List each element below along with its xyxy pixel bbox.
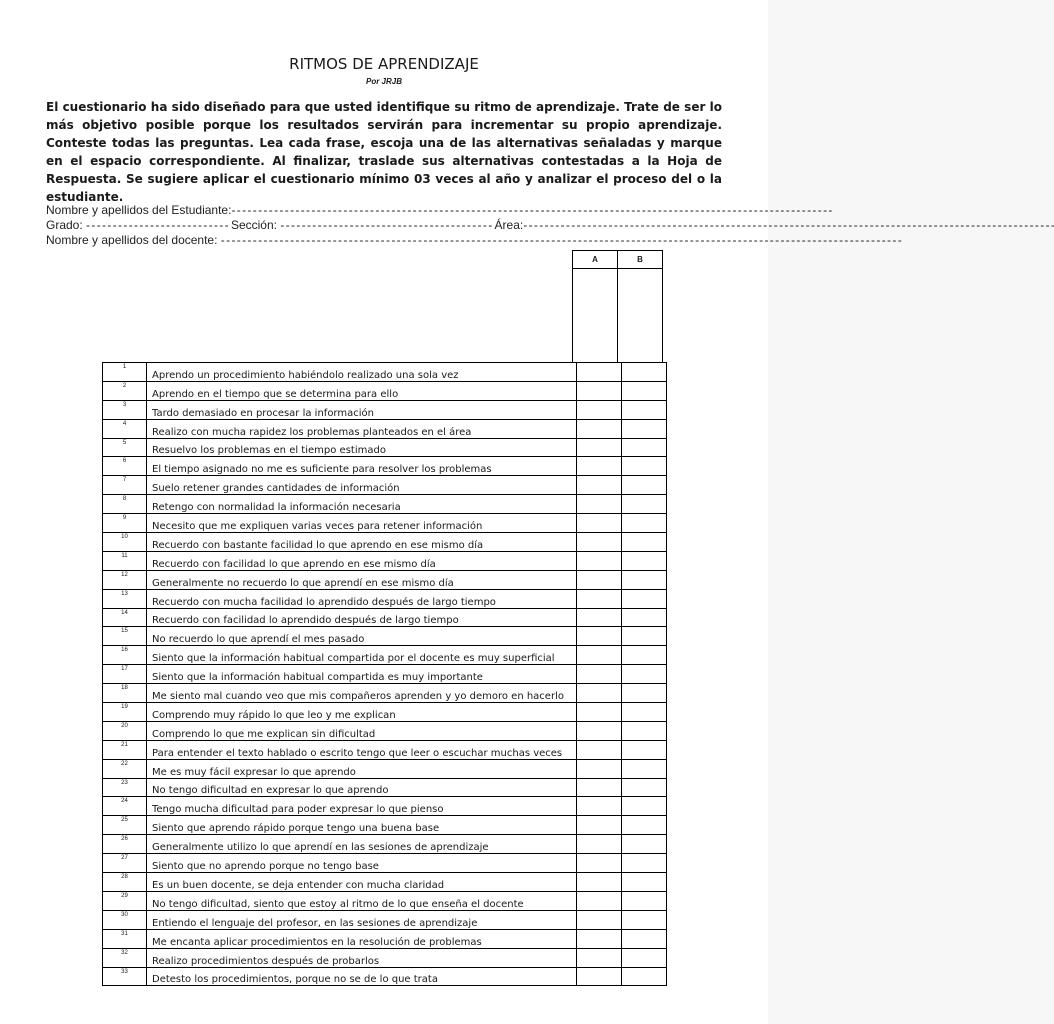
question-row xyxy=(103,797,667,816)
answer-a-cell[interactable] xyxy=(577,665,622,684)
answer-b-cell[interactable] xyxy=(622,570,667,589)
question-number: 16 xyxy=(103,646,147,665)
question-number: 3 xyxy=(103,400,147,419)
answer-a-cell[interactable] xyxy=(577,703,622,722)
question-text: Siento que la información habitual compartida por el docente es muy superficial xyxy=(147,646,577,665)
answer-b-cell[interactable] xyxy=(622,797,667,816)
answer-a-cell[interactable] xyxy=(577,570,622,589)
question-number: 22 xyxy=(103,759,147,778)
answer-b-cell[interactable] xyxy=(622,835,667,854)
question-text: Retengo con normalidad la información necesaria xyxy=(147,495,577,514)
question-number: 31 xyxy=(103,929,147,948)
area-label: Área: xyxy=(494,218,524,232)
question-row xyxy=(103,570,667,589)
question-text: Realizo procedimientos después de probarlos xyxy=(147,948,577,967)
question-text: Recuerdo con facilidad lo aprendido después de largo tiempo xyxy=(147,608,577,627)
questions-table xyxy=(102,362,667,986)
answer-a-cell[interactable] xyxy=(577,627,622,646)
question-number: 6 xyxy=(103,457,147,476)
question-text: Comprendo lo que me explican sin dificultad xyxy=(147,721,577,740)
answer-a-cell[interactable] xyxy=(577,891,622,910)
question-number: 5 xyxy=(103,438,147,457)
question-number: 9 xyxy=(103,514,147,533)
question-text: Generalmente no recuerdo lo que aprendí en ese mismo día xyxy=(147,570,577,589)
answer-b-cell[interactable] xyxy=(622,873,667,892)
grade-line: - - - - - - - - - - - - - - - - - - - - - - - - - - - xyxy=(86,218,228,232)
answer-a-cell[interactable] xyxy=(577,363,622,382)
question-number: 32 xyxy=(103,948,147,967)
student-name-field[interactable] xyxy=(46,203,832,217)
question-text: Aprendo un procedimiento habiéndolo realizado una sola vez xyxy=(147,363,577,382)
answer-a-cell[interactable] xyxy=(577,835,622,854)
document-title: RITMOS DE APRENDIZAJE xyxy=(289,55,479,73)
question-number: 15 xyxy=(103,627,147,646)
question-text: No tengo dificultad, siento que estoy al ritmo de lo que enseña el docente xyxy=(147,891,577,910)
question-number: 25 xyxy=(103,816,147,835)
question-number: 17 xyxy=(103,665,147,684)
question-number: 24 xyxy=(103,797,147,816)
question-text: Generalmente utilizo lo que aprendí en las sesiones de aprendizaje xyxy=(147,835,577,854)
question-number: 18 xyxy=(103,684,147,703)
answer-b-cell[interactable] xyxy=(622,438,667,457)
answer-a-cell[interactable] xyxy=(577,684,622,703)
answer-b-cell[interactable] xyxy=(622,646,667,665)
answer-a-cell[interactable] xyxy=(577,533,622,552)
grade-label: Grado: xyxy=(46,218,83,232)
answer-a-cell[interactable] xyxy=(577,778,622,797)
answer-a-cell[interactable] xyxy=(577,967,622,986)
question-row xyxy=(103,646,667,665)
answer-a-cell[interactable] xyxy=(577,929,622,948)
answer-a-cell[interactable] xyxy=(577,457,622,476)
answer-b-cell[interactable] xyxy=(622,551,667,570)
question-text: Detesto los procedimientos, porque no se de lo que trata xyxy=(147,967,577,986)
question-row xyxy=(103,589,667,608)
question-row xyxy=(103,967,667,986)
answer-a-cell[interactable] xyxy=(577,910,622,929)
answer-b-cell[interactable] xyxy=(622,400,667,419)
question-row xyxy=(103,778,667,797)
question-text: Es un buen docente, se deja entender con mucha claridad xyxy=(147,873,577,892)
question-number: 11 xyxy=(103,551,147,570)
teacher-name-label: Nombre y apellidos del docente: xyxy=(46,233,218,247)
question-row xyxy=(103,948,667,967)
question-row xyxy=(103,457,667,476)
instructions-paragraph: El cuestionario ha sido diseñado para que usted identifique su ritmo de aprendizaje. Trate de ser lo más objetivo posible porque los resultados servirán para incrementar su propio aprendizaje. Conteste todas las preguntas. Lea cada frase, escoja una de las alternativas señaladas y marque en el espacio correspondiente. Al finalizar, traslade sus alternativas contestadas a la Hoja de Respuesta. Se sugiere aplicar el cuestionario mínimo 03 veces al año y analizar el proceso del o la estudiante. xyxy=(46,100,722,204)
column-b-header: B xyxy=(618,251,663,269)
answer-b-cell[interactable] xyxy=(622,495,667,514)
answer-b-cell[interactable] xyxy=(622,589,667,608)
question-text: Tardo demasiado en procesar la información xyxy=(147,400,577,419)
question-row xyxy=(103,835,667,854)
answer-b-cell[interactable] xyxy=(622,740,667,759)
answer-a-cell[interactable] xyxy=(577,646,622,665)
answer-b-cell[interactable] xyxy=(622,514,667,533)
student-name-label: Nombre y apellidos del Estudiante: xyxy=(46,203,232,217)
question-row xyxy=(103,627,667,646)
question-number: 12 xyxy=(103,570,147,589)
question-number: 19 xyxy=(103,703,147,722)
answer-b-cell[interactable] xyxy=(622,778,667,797)
answer-b-cell[interactable] xyxy=(622,910,667,929)
document-subtitle: Por JRJB xyxy=(365,77,402,86)
question-row xyxy=(103,495,667,514)
answer-a-cell[interactable] xyxy=(577,419,622,438)
question-row xyxy=(103,816,667,835)
column-a-space xyxy=(573,269,618,363)
question-text: Entiendo el lenguaje del profesor, en las sesiones de aprendizaje xyxy=(147,910,577,929)
question-number: 26 xyxy=(103,835,147,854)
question-text: Tengo mucha dificultad para poder expresar lo que pienso xyxy=(147,797,577,816)
answer-b-cell[interactable] xyxy=(622,419,667,438)
question-row xyxy=(103,721,667,740)
question-number: 2 xyxy=(103,381,147,400)
question-row xyxy=(103,381,667,400)
answer-a-cell[interactable] xyxy=(577,589,622,608)
answer-a-cell[interactable] xyxy=(577,948,622,967)
answer-b-cell[interactable] xyxy=(622,533,667,552)
answer-a-cell[interactable] xyxy=(577,608,622,627)
question-number: 23 xyxy=(103,778,147,797)
question-number: 7 xyxy=(103,476,147,495)
question-row xyxy=(103,476,667,495)
answer-b-cell[interactable] xyxy=(622,665,667,684)
answer-a-cell[interactable] xyxy=(577,514,622,533)
question-number: 20 xyxy=(103,721,147,740)
question-row xyxy=(103,684,667,703)
question-text: Me encanta aplicar procedimientos en la resolución de problemas xyxy=(147,929,577,948)
question-row xyxy=(103,608,667,627)
column-b-space xyxy=(618,269,663,363)
answer-b-cell[interactable] xyxy=(622,627,667,646)
answer-a-cell[interactable] xyxy=(577,381,622,400)
section-label: Sección: xyxy=(230,218,277,232)
column-a-header: A xyxy=(573,251,618,269)
question-text: Aprendo en el tiempo que se determina para ello xyxy=(147,381,577,400)
question-row xyxy=(103,873,667,892)
question-text: Siento que aprendo rápido porque tengo una buena base xyxy=(147,816,577,835)
question-number: 8 xyxy=(103,495,147,514)
question-row xyxy=(103,514,667,533)
answer-a-cell[interactable] xyxy=(577,759,622,778)
question-text: Recuerdo con mucha facilidad lo aprendido después de largo tiempo xyxy=(147,589,577,608)
answer-b-cell[interactable] xyxy=(622,684,667,703)
answer-b-cell[interactable] xyxy=(622,381,667,400)
question-number: 21 xyxy=(103,740,147,759)
answer-a-cell[interactable] xyxy=(577,476,622,495)
answer-a-cell[interactable] xyxy=(577,740,622,759)
answer-column-header xyxy=(572,250,663,363)
answer-b-cell[interactable] xyxy=(622,929,667,948)
answer-b-cell[interactable] xyxy=(622,854,667,873)
answer-a-cell[interactable] xyxy=(577,438,622,457)
question-row xyxy=(103,419,667,438)
question-text: Realizo con mucha rapidez los problemas planteados en el área xyxy=(147,419,577,438)
answer-a-cell[interactable] xyxy=(577,854,622,873)
question-text: Suelo retener grandes cantidades de información xyxy=(147,476,577,495)
question-text: Siento que la información habitual compartida es muy importante xyxy=(147,665,577,684)
question-number: 33 xyxy=(103,967,147,986)
answer-a-cell[interactable] xyxy=(577,873,622,892)
answer-b-cell[interactable] xyxy=(622,363,667,382)
question-text: Resuelvo los problemas en el tiempo estimado xyxy=(147,438,577,457)
question-text: No tengo dificultad en expresar lo que aprendo xyxy=(147,778,577,797)
question-text: Recuerdo con facilidad lo que aprendo en ese mismo día xyxy=(147,551,577,570)
question-row xyxy=(103,363,667,382)
question-row xyxy=(103,759,667,778)
question-text: No recuerdo lo que aprendí el mes pasado xyxy=(147,627,577,646)
question-text: Comprendo muy rápido lo que leo y me explican xyxy=(147,703,577,722)
question-row xyxy=(103,891,667,910)
question-number: 27 xyxy=(103,854,147,873)
question-number: 28 xyxy=(103,873,147,892)
student-name-line: - - - - - - - - - - - - - - - - - - - - - - - - - - - - - - - - - - - - - - - - - - - - - - - - - - - - - - - - - - - - - - - - - - - - - - - - - - - - - - - - - - - - - - - - - - - - - - - - - - - - - - - - - - - - - - - - - xyxy=(231,203,832,217)
answer-a-cell[interactable] xyxy=(577,400,622,419)
teacher-name-field[interactable] xyxy=(46,233,901,247)
answer-b-cell[interactable] xyxy=(622,703,667,722)
question-row xyxy=(103,854,667,873)
question-number: 29 xyxy=(103,891,147,910)
question-number: 30 xyxy=(103,910,147,929)
question-row xyxy=(103,910,667,929)
question-row xyxy=(103,533,667,552)
question-text: Me siento mal cuando veo que mis compañeros aprenden y yo demoro en hacerlo xyxy=(147,684,577,703)
teacher-name-line: - - - - - - - - - - - - - - - - - - - - - - - - - - - - - - - - - - - - - - - - - - - - - - - - - - - - - - - - - - - - - - - - - - - - - - - - - - - - - - - - - - - - - - - - - - - - - - - - - - - - - - - - - - - - - - - - - - - - - - - - - - - - - - - - xyxy=(220,233,901,247)
question-text: Recuerdo con bastante facilidad lo que aprendo en ese mismo día xyxy=(147,533,577,552)
answer-a-cell[interactable] xyxy=(577,797,622,816)
question-number: 14 xyxy=(103,608,147,627)
answer-b-cell[interactable] xyxy=(622,608,667,627)
answer-a-cell[interactable] xyxy=(577,551,622,570)
answer-b-cell[interactable] xyxy=(622,967,667,986)
area-line: - - - - - - - - - - - - - - - - - - - - - - - - - - - - - - - - - - - - - - - - - - - - - - - - - - - - - - - - - - - - - - - - - - - - - - - - - - - - - - - - - - - - - - - - - - - - - - - - - - - - xyxy=(523,218,1054,232)
question-row xyxy=(103,438,667,457)
answer-b-cell[interactable] xyxy=(622,816,667,835)
question-text: Necesito que me expliquen varias veces para retener información xyxy=(147,514,577,533)
question-text: Me es muy fácil expresar lo que aprendo xyxy=(147,759,577,778)
answer-a-cell[interactable] xyxy=(577,721,622,740)
question-number: 1 xyxy=(103,363,147,382)
question-number: 4 xyxy=(103,419,147,438)
question-row xyxy=(103,400,667,419)
question-number: 10 xyxy=(103,533,147,552)
question-number: 13 xyxy=(103,589,147,608)
answer-a-cell[interactable] xyxy=(577,816,622,835)
question-row xyxy=(103,665,667,684)
answer-a-cell[interactable] xyxy=(577,495,622,514)
section-line: - - - - - - - - - - - - - - - - - - - - - - - - - - - - - - - - - - - - - - - - xyxy=(280,218,492,232)
question-text: Para entender el texto hablado o escrito tengo que leer o escuchar muchas veces xyxy=(147,740,577,759)
answer-b-cell[interactable] xyxy=(622,457,667,476)
answer-b-cell[interactable] xyxy=(622,891,667,910)
question-row xyxy=(103,740,667,759)
grade-section-area-field[interactable] xyxy=(46,218,1054,232)
question-row xyxy=(103,703,667,722)
question-row xyxy=(103,929,667,948)
question-text: El tiempo asignado no me es suficiente para resolver los problemas xyxy=(147,457,577,476)
answer-b-cell[interactable] xyxy=(622,948,667,967)
answer-b-cell[interactable] xyxy=(622,476,667,495)
question-text: Siento que no aprendo porque no tengo base xyxy=(147,854,577,873)
question-row xyxy=(103,551,667,570)
answer-b-cell[interactable] xyxy=(622,721,667,740)
answer-b-cell[interactable] xyxy=(622,759,667,778)
